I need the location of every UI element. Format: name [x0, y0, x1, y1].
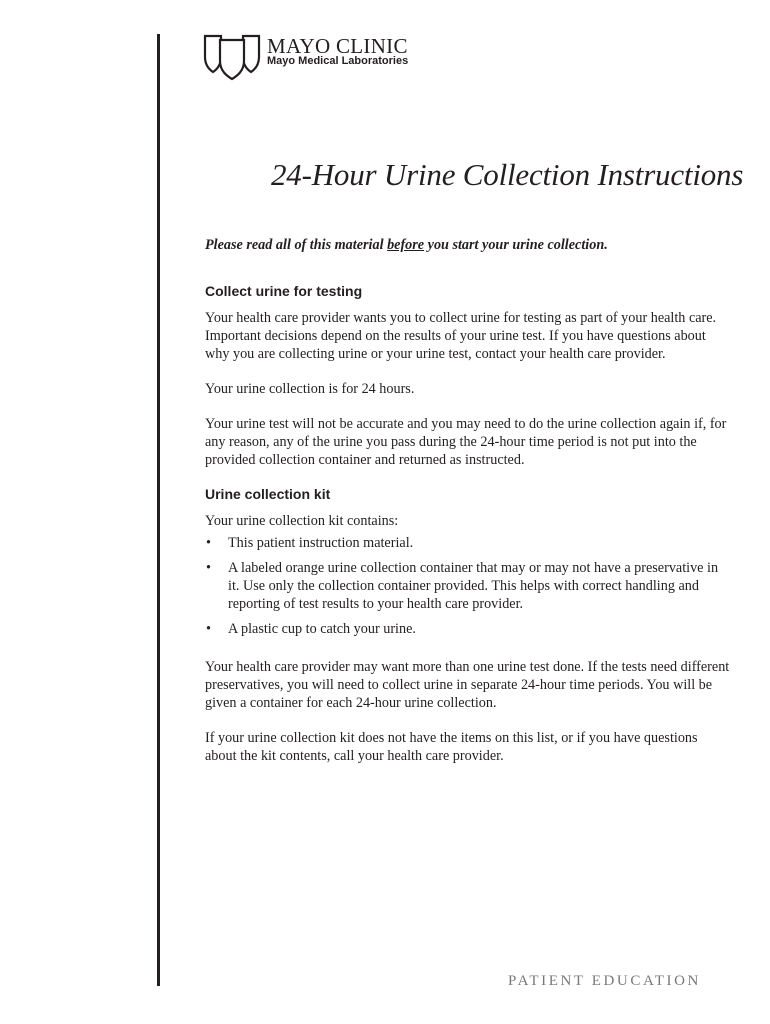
kit-list: [205, 534, 730, 638]
mayo-logo: [203, 33, 463, 83]
intro-note: [205, 237, 608, 254]
list-item: [205, 559, 730, 613]
list-item: [205, 534, 730, 552]
bullet-icon: •: [206, 535, 211, 551]
document-title: 24-Hour Urine Collection Instructions: [271, 157, 744, 192]
kit-paragraph-2: If your urine collection kit does not have the items on this list, or if you have questions about the kit contents, call your health care provider.: [205, 730, 698, 764]
list-item: [205, 620, 730, 638]
list-item-text: This patient instruction material.: [228, 535, 414, 551]
footer-label: PATIENT EDUCATION: [508, 973, 701, 989]
intro-text-after: you start your urine collection.: [424, 237, 608, 253]
bullet-icon: •: [206, 560, 211, 576]
mayo-shields-icon: [203, 33, 261, 81]
bullet-icon: •: [206, 621, 211, 637]
section-heading-collect: Collect urine for testing: [205, 283, 363, 299]
logo-subtitle: Mayo Medical Laboratories: [267, 55, 409, 67]
document-body: [205, 283, 730, 782]
kit-lead: Your urine collection kit contains:: [205, 513, 399, 529]
logo-title: MAYO CLINIC: [267, 34, 408, 58]
kit-paragraph-1: Your health care provider may want more than one urine test done. If the tests need different preservatives, you will need to collect urine in separate 24-hour time periods. You will be given a container for each 24-hour urine collection.: [205, 659, 730, 711]
intro-emphasis: before: [387, 237, 425, 253]
collect-paragraph-1: Your health care provider wants you to collect urine for testing as part of your health care. Important decisions depend on the results of your urine test. If you have questions about why you are collecting urine or your urine test, contact your health care provider.: [205, 310, 717, 362]
vertical-rule: [157, 34, 160, 986]
intro-text-before: Please read all of this material: [205, 237, 388, 253]
section-heading-kit: Urine collection kit: [205, 486, 331, 502]
collect-paragraph-3: Your urine test will not be accurate and you may need to do the urine collection again if, for any reason, any of the urine you pass during the 24-hour time period is not put into the provided collection container and returned as instructed.: [205, 416, 727, 468]
collect-paragraph-2: Your urine collection is for 24 hours.: [205, 381, 415, 397]
list-item-text: A labeled orange urine collection container that may or may not have a preservative in it. Use only the collection container provided. This helps with correct handling and reporting of test results to your health care provider.: [228, 560, 719, 612]
list-item-text: A plastic cup to catch your urine.: [228, 621, 416, 637]
